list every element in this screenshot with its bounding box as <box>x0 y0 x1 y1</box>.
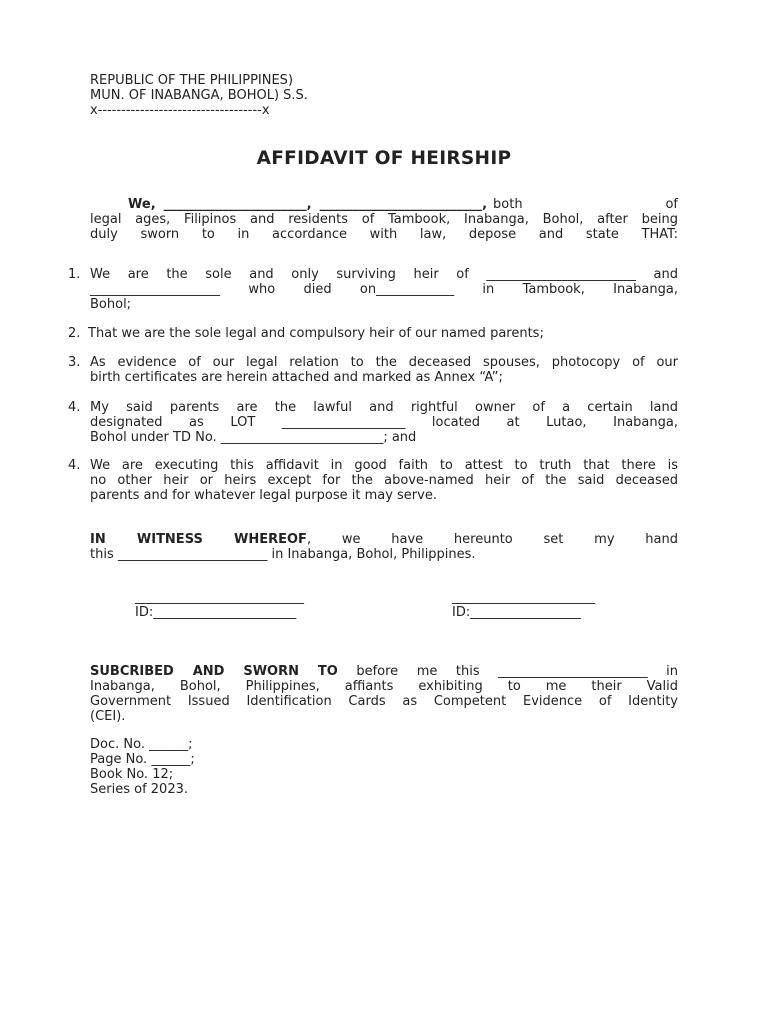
jurat-heading: SUBCRIBED AND SWORN TO <box>90 664 338 679</box>
jurat-paragraph <box>90 664 678 724</box>
item-number: 4. <box>68 400 81 415</box>
statement-item-2 <box>68 326 678 341</box>
signature-line: ______________________ <box>452 590 595 605</box>
jurat-line-2: Inabanga, Bohol, Philippines, affiants exhibiting to me their Valid <box>90 679 678 694</box>
item-number: 1. <box>68 267 81 282</box>
jurat-text: before me this _______________________ in <box>337 664 678 679</box>
item-line: birth certificates are herein attached and marked as Annex “A”; <box>90 370 503 385</box>
page-no: Page No. ______; <box>90 752 195 767</box>
item-line: As evidence of our legal relation to the deceased spouses, photocopy of our <box>90 355 678 370</box>
intro-lead: We, <box>128 197 156 212</box>
item-line: We are the sole and only surviving heir of _______________________ and <box>90 267 678 282</box>
intro-line-1 <box>90 197 678 212</box>
statement-item-4 <box>68 400 678 445</box>
jurat-line-3: Government Issued Identification Cards as Competent Evidence of Identity <box>90 694 678 709</box>
series: Series of 2023. <box>90 782 188 797</box>
notarial-register <box>90 737 195 797</box>
item-line: parents and for whatever legal purpose it may serve. <box>90 488 437 503</box>
item-line: no other heir or heirs except for the above-named heir of the said deceased <box>90 473 678 488</box>
document-title: AFFIDAVIT OF HEIRSHIP <box>256 148 512 169</box>
witness-text: , we have hereunto set my hand <box>306 532 679 547</box>
statement-item-1 <box>68 267 678 312</box>
signature-id-line: ID:______________________ <box>135 605 297 620</box>
item-line: designated as LOT ___________________ located at Lutao, Inabanga, <box>90 415 678 430</box>
item-line: Bohol; <box>90 297 132 312</box>
venue-line-republic: REPUBLIC OF THE PHILIPPINES) <box>90 73 294 88</box>
jurat-line-4: (CEI). <box>90 709 126 724</box>
witness-heading: IN WITNESS WHEREOF <box>90 532 307 547</box>
item-line: That we are the sole legal and compulsory heir of our named parents; <box>88 326 544 341</box>
book-no: Book No. 12; <box>90 767 174 782</box>
affiant-name-blank-1: ______________________, <box>163 197 312 212</box>
signature-block-2 <box>452 590 595 620</box>
item-line: ____________________ who died on____________ in Tambook, Inabanga, <box>90 282 678 297</box>
venue-separator: x-----------------------------------x <box>90 103 270 118</box>
intro-line-3: duly sworn to in accordance with law, depose and state THAT: <box>90 227 678 242</box>
item-number: 3. <box>68 355 81 370</box>
statement-item-5 <box>68 458 678 503</box>
intro-both: both <box>493 197 523 212</box>
venue-header <box>90 73 390 118</box>
jurat-line-1 <box>90 664 678 679</box>
witness-line-1 <box>90 532 678 547</box>
item-number: 4. <box>68 458 81 473</box>
signature-block-1 <box>135 590 304 620</box>
witness-clause <box>90 532 678 562</box>
intro-line-2: legal ages, Filipinos and residents of Tambook, Inabanga, Bohol, after being <box>90 212 678 227</box>
item-line: Bohol under TD No. _________________________; and <box>90 430 417 445</box>
witness-line-2: this _______________________ in Inabanga, Bohol, Philippines. <box>90 547 476 562</box>
signature-id-line: ID:_________________ <box>452 605 581 620</box>
item-number: 2. <box>68 326 81 341</box>
affiant-name-blank-2: _________________________, <box>319 197 488 212</box>
intro-paragraph <box>90 197 678 242</box>
item-line: My said parents are the lawful and rightful owner of a certain land <box>90 400 678 415</box>
signature-line: __________________________ <box>135 590 304 605</box>
statement-item-3 <box>68 355 678 385</box>
intro-of: of <box>665 197 678 212</box>
doc-no: Doc. No. ______; <box>90 737 193 752</box>
item-line: We are executing this affidavit in good faith to attest to truth that there is <box>90 458 678 473</box>
venue-line-municipality: MUN. OF INABANGA, BOHOL) S.S. <box>90 88 308 103</box>
